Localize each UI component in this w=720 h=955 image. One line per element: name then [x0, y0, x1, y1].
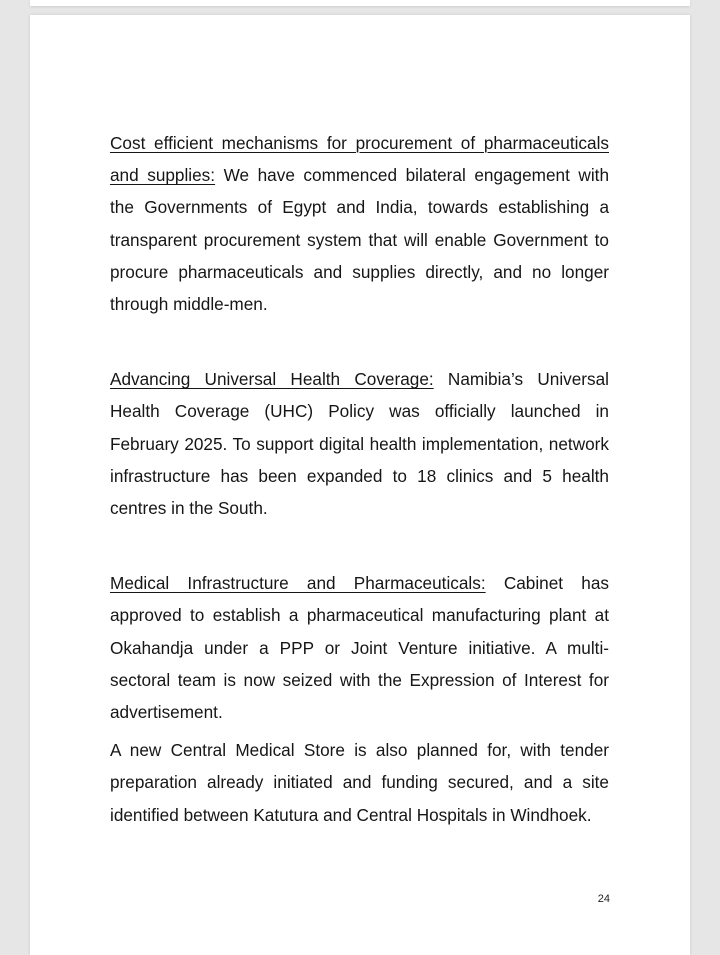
paragraph-medical-store [110, 734, 609, 831]
page-body [110, 127, 609, 831]
uhc-heading: Advancing Universal Health Coverage: [110, 369, 434, 390]
infrastructure-text: Cabinet has approved to establish a pharmaceutical manufacturing plant at Okahandja under a PPP or Joint Venture initiative. A multi-sectoral team is now seized with the Expression of Interest for advertisement. [110, 573, 609, 723]
paragraph-procurement [110, 127, 609, 320]
document-page [30, 15, 690, 955]
procurement-text: We have commenced bilateral engagement with the Governments of Egypt and India, towards establishing a transparent procurement system that will enable Government to procure pharmaceuticals and supplies directly, and no longer through middle-men. [110, 165, 609, 315]
uhc-text: Namibia’s Universal Health Coverage (UHC) Policy was officially launched in February 2025. To support digital health implementation, network infrastructure has been expanded to 18 clinics and 5 health centres in the South. [110, 369, 609, 519]
procurement-heading: Cost efficient mechanisms for procurement of pharmaceuticals and supplies: [110, 133, 609, 186]
paragraph-uhc [110, 363, 609, 524]
paragraph-infrastructure [110, 567, 609, 728]
previous-page-edge [30, 0, 690, 6]
medical-store-text: A new Central Medical Store is also planned for, with tender preparation already initiated and funding secured, and a site identified between Katutura and Central Hospitals in Windhoek. [110, 740, 609, 825]
page-number: 24 [597, 893, 610, 905]
infrastructure-heading: Medical Infrastructure and Pharmaceuticals: [110, 573, 486, 594]
